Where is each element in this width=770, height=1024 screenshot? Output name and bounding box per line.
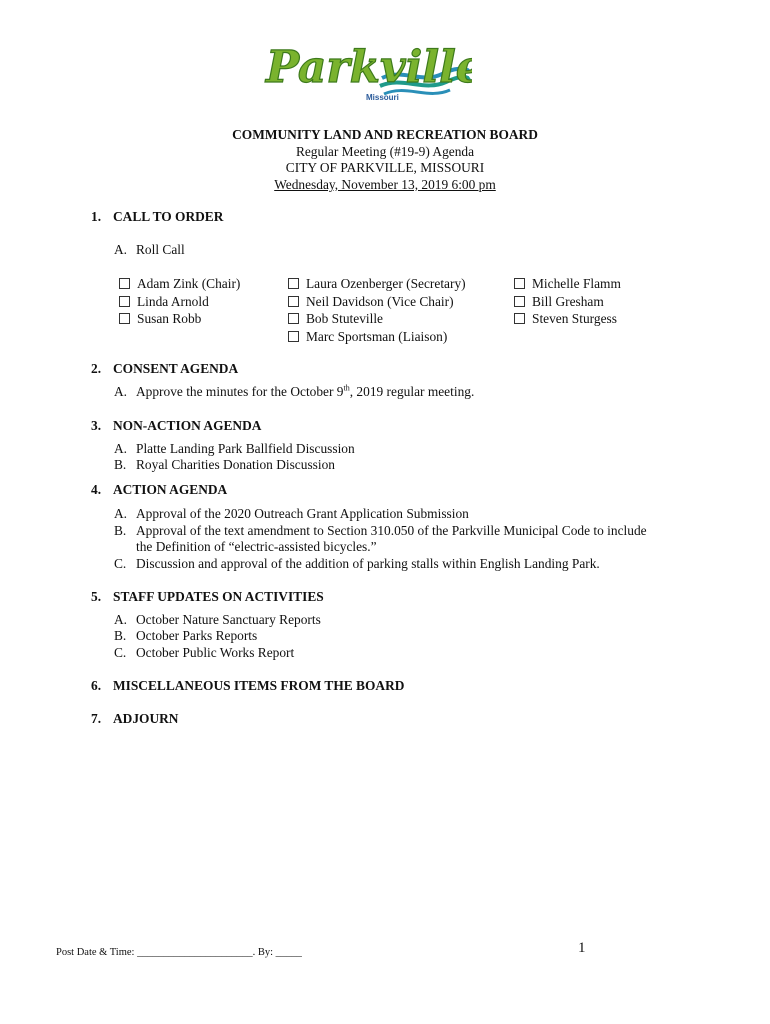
- roll-call-entry: Marc Sportsman (Liaison): [288, 328, 466, 346]
- section-miscellaneous: [91, 678, 404, 694]
- logo-subtitle: Missouri: [366, 93, 399, 102]
- item-letter: A.: [114, 384, 128, 399]
- item-letter: A.: [114, 242, 128, 257]
- section-number: 3.: [91, 418, 102, 433]
- roll-call-column-2: [288, 275, 466, 345]
- item-text-end: , 2019 regular meeting.: [349, 384, 475, 399]
- checkbox[interactable]: [119, 296, 130, 307]
- section-title: CALL TO ORDER: [113, 209, 224, 224]
- list-item: B. October Parks Reports: [114, 628, 258, 643]
- roll-call-column-1: [119, 275, 240, 328]
- section-number: 4.: [91, 482, 102, 497]
- ordinal-suffix: th: [343, 383, 350, 393]
- list-item: C. October Public Works Report: [114, 645, 295, 660]
- checkbox[interactable]: [288, 296, 299, 307]
- section-title: CONSENT AGENDA: [113, 361, 239, 376]
- agenda-header: [0, 127, 770, 193]
- roll-call-entry: Steven Sturgess: [514, 310, 621, 328]
- section-number: 2.: [91, 361, 102, 376]
- meeting-title: Regular Meeting (#19-9) Agenda: [295, 143, 475, 159]
- list-item: A. Platte Landing Park Ballfield Discussion: [114, 441, 355, 456]
- item-text: Roll Call: [136, 242, 185, 257]
- roll-call-column-3: [514, 275, 621, 328]
- section-number: 5.: [91, 589, 102, 604]
- board-title: COMMUNITY LAND AND RECREATION BOARD: [232, 127, 538, 142]
- list-item: C. Discussion and approval of the addition of parking stalls within English Landing Park.: [114, 556, 600, 571]
- item-text: Approve the minutes for the October 9: [136, 384, 344, 399]
- roll-call-entry: Susan Robb: [119, 310, 240, 328]
- post-date-footer: Post Date & Time: ______________________. By: _____: [56, 947, 302, 958]
- checkbox[interactable]: [514, 278, 525, 289]
- logo-wordmark: Parkville: [266, 42, 472, 93]
- section-number: 1.: [91, 209, 102, 224]
- section-number: 6.: [91, 678, 102, 693]
- consent-item: [114, 384, 474, 401]
- roll-call-entry: Linda Arnold: [119, 293, 240, 311]
- list-item: B. Royal Charities Donation Discussion: [114, 457, 335, 472]
- section-title: STAFF UPDATES ON ACTIVITIES: [113, 589, 324, 604]
- page-number: 1: [578, 940, 586, 956]
- section-non-action-agenda: [91, 418, 261, 434]
- roll-call-entry: Bill Gresham: [514, 293, 621, 311]
- checkbox[interactable]: [119, 313, 130, 324]
- checkbox[interactable]: [288, 313, 299, 324]
- roll-call-item: [114, 242, 185, 259]
- list-item-continuation: the Definition of “electric-assisted bicycles.”: [136, 539, 377, 554]
- section-title: ACTION AGENDA: [113, 482, 228, 497]
- roll-call-entry: Neil Davidson (Vice Chair): [288, 293, 466, 311]
- checkbox[interactable]: [514, 313, 525, 324]
- checkbox[interactable]: [514, 296, 525, 307]
- list-item: A. October Nature Sanctuary Reports: [114, 612, 321, 627]
- meeting-date: Wednesday, November 13, 2019 6:00 pm: [274, 176, 496, 192]
- section-title: ADJOURN: [113, 711, 179, 726]
- roll-call-entry: Adam Zink (Chair): [119, 275, 240, 293]
- section-consent-agenda: [91, 361, 238, 377]
- section-number: 7.: [91, 711, 102, 726]
- roll-call-entry: Bob Stuteville: [288, 310, 466, 328]
- list-item: A. Approval of the 2020 Outreach Grant Application Submission: [114, 506, 469, 521]
- roll-call-entry: Michelle Flamm: [514, 275, 621, 293]
- section-title: NON-ACTION AGENDA: [113, 418, 262, 433]
- checkbox[interactable]: [288, 278, 299, 289]
- checkbox[interactable]: [288, 331, 299, 342]
- city-name: CITY OF PARKVILLE, MISSOURI: [285, 160, 485, 176]
- section-call-to-order: [91, 209, 223, 225]
- section-action-agenda: [91, 482, 227, 498]
- list-item: B. Approval of the text amendment to Section 310.050 of the Parkville Municipal Code to include: [114, 523, 647, 538]
- logo-graphic: [262, 34, 472, 106]
- parkville-logo: [262, 34, 472, 106]
- section-staff-updates: [91, 589, 324, 605]
- section-title: MISCELLANEOUS ITEMS FROM THE BOARD: [113, 678, 405, 693]
- section-adjourn: [91, 711, 178, 727]
- roll-call-entry: Laura Ozenberger (Secretary): [288, 275, 466, 293]
- checkbox[interactable]: [119, 278, 130, 289]
